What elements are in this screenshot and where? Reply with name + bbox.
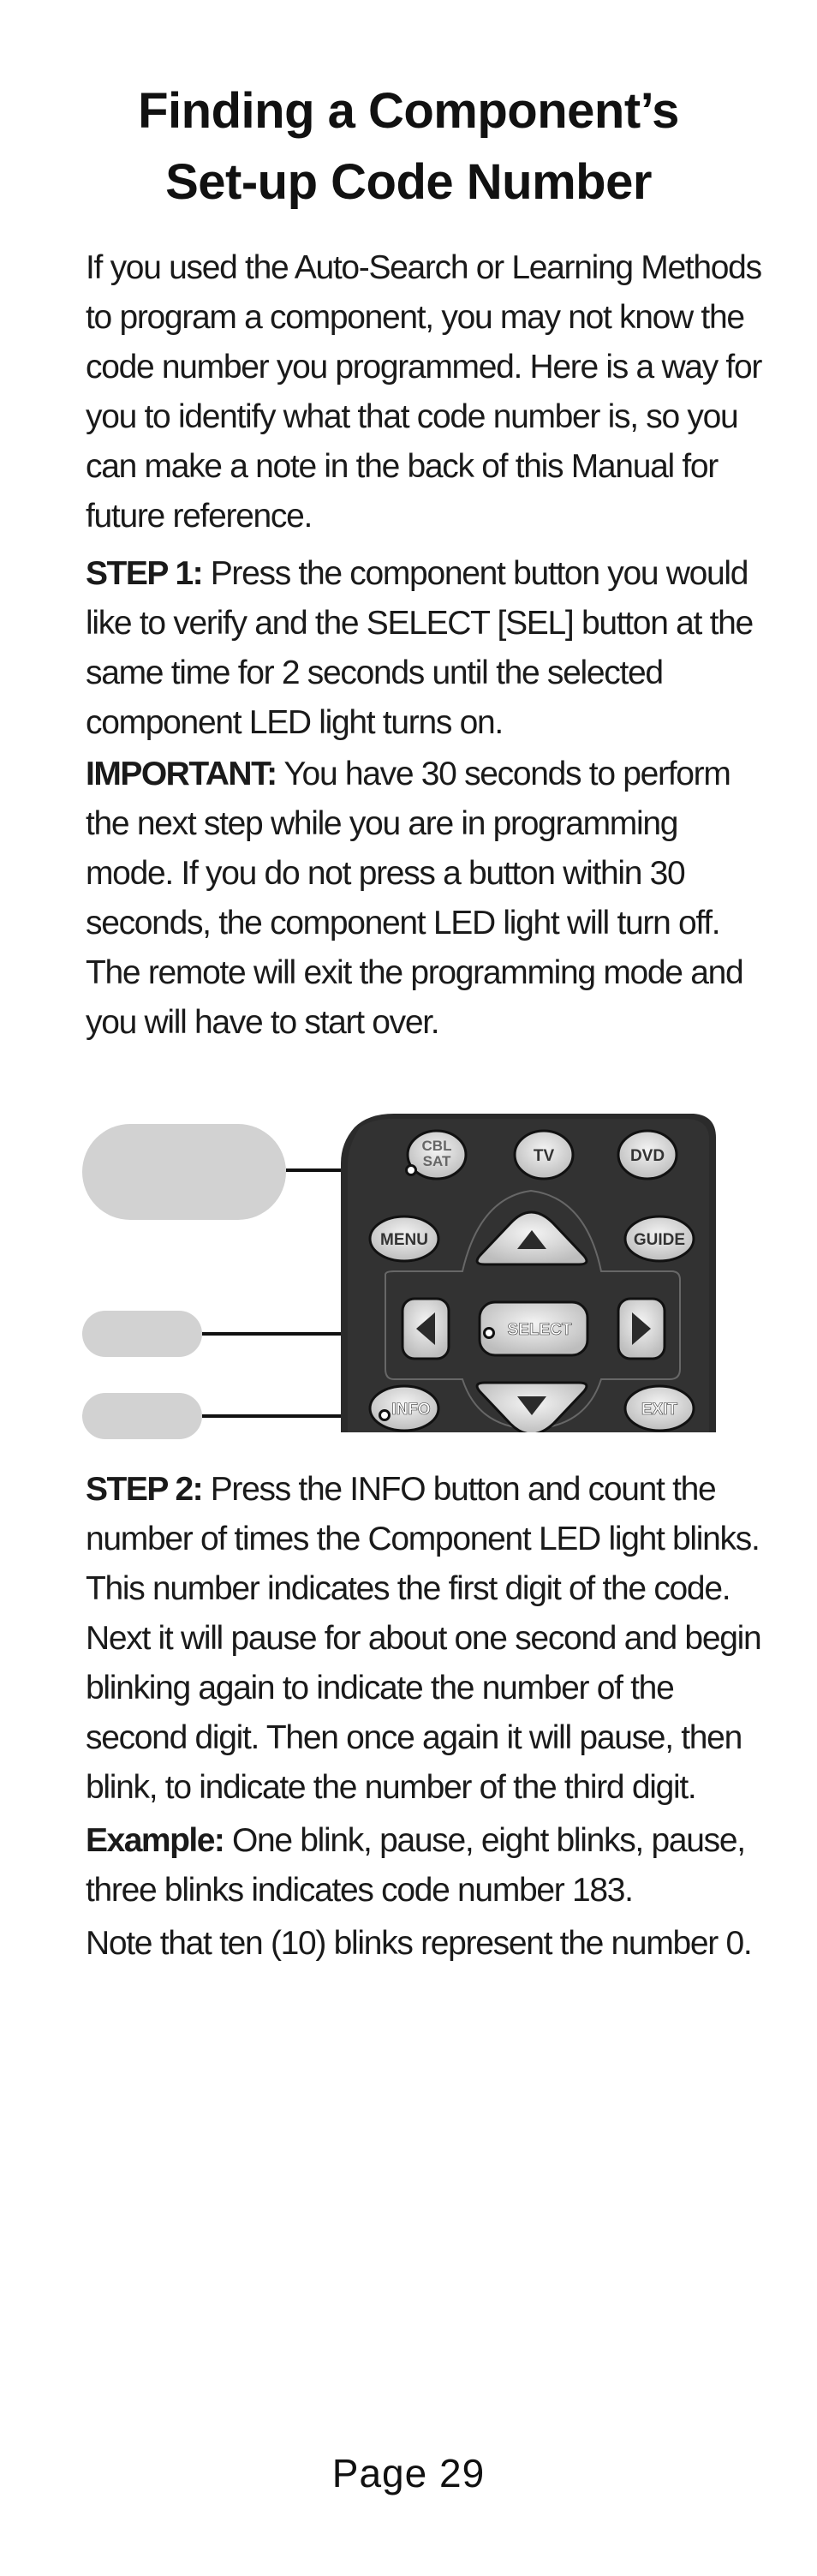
info-callout-dot	[379, 1409, 391, 1421]
component-callout-pill	[82, 1124, 286, 1220]
cbl-sat-label-line-2: SAT	[422, 1153, 451, 1169]
remote-control-illustration	[334, 1112, 725, 1432]
tv-label: TV	[533, 1147, 555, 1165]
note-paragraph: Note that ten (10) blinks represent the number 0.	[86, 1925, 752, 1962]
important-paragraph	[86, 750, 762, 1048]
menu-button[interactable]	[370, 1216, 438, 1261]
example-paragraph	[86, 1816, 762, 1916]
select-callout-dot	[483, 1327, 495, 1339]
dvd-button[interactable]	[618, 1131, 677, 1179]
left-arrow-button[interactable]	[403, 1299, 449, 1359]
step-2-paragraph	[86, 1465, 762, 1813]
select-button[interactable]	[480, 1302, 587, 1355]
exit-button[interactable]	[625, 1386, 694, 1431]
important-text: You have 30 seconds to perform the next step while you are in programming mode. If you do not press a button within 30 seconds, the component LED light will turn off. The remote will exit the programming mode and you will have to start over.	[86, 756, 743, 1041]
step-2-label: STEP 2:	[86, 1471, 203, 1508]
cbl-sat-label-line-1: CBL	[421, 1138, 452, 1154]
info-label: INFO	[391, 1401, 431, 1419]
step-2-text: Press the INFO button and count the number of times the Component LED light blinks. This number indicates the first digit of the code. Next it will pause for about one second and begin blinking again to indicate the number of the second digit. Then once again it will pause, then blink, to indicate the number of the third digit.	[86, 1471, 761, 1806]
step-1-text: Press the component button you would like to verify and the SELECT [SEL] button at the same time for 2 seconds until the selected component LED light turns on.	[86, 555, 753, 741]
guide-button[interactable]	[625, 1216, 694, 1261]
step-1-label: STEP 1:	[86, 555, 203, 592]
dvd-label: DVD	[629, 1147, 665, 1165]
menu-label: MENU	[380, 1231, 428, 1249]
right-arrow-button[interactable]	[618, 1299, 665, 1359]
info-button[interactable]	[370, 1386, 438, 1431]
select-callout-pill	[82, 1311, 202, 1357]
tv-button[interactable]	[515, 1131, 573, 1179]
page-title-line-1: Finding a Component’s	[138, 83, 679, 139]
info-callout-pill	[82, 1393, 202, 1439]
step-1-paragraph	[86, 549, 762, 748]
intro-paragraph: If you used the Auto-Search or Learning Methods to program a component, you may not know the code number you programmed. Here is a way for you to identify what that code number is, so you can make a note in the back of this Manual for future reference.	[86, 249, 762, 535]
page-number: Page 29	[331, 2451, 486, 2495]
example-label: Example:	[86, 1822, 224, 1859]
exit-label: EXIT	[641, 1401, 678, 1419]
guide-label: GUIDE	[633, 1231, 686, 1249]
example-text: One blink, pause, eight blinks, pause, three blinks indicates code number 183.	[86, 1822, 745, 1909]
component-callout-dot	[405, 1164, 417, 1176]
page-title-line-2: Set-up Code Number	[165, 154, 652, 210]
important-label: IMPORTANT:	[86, 756, 277, 792]
select-label: SELECT	[507, 1321, 572, 1339]
